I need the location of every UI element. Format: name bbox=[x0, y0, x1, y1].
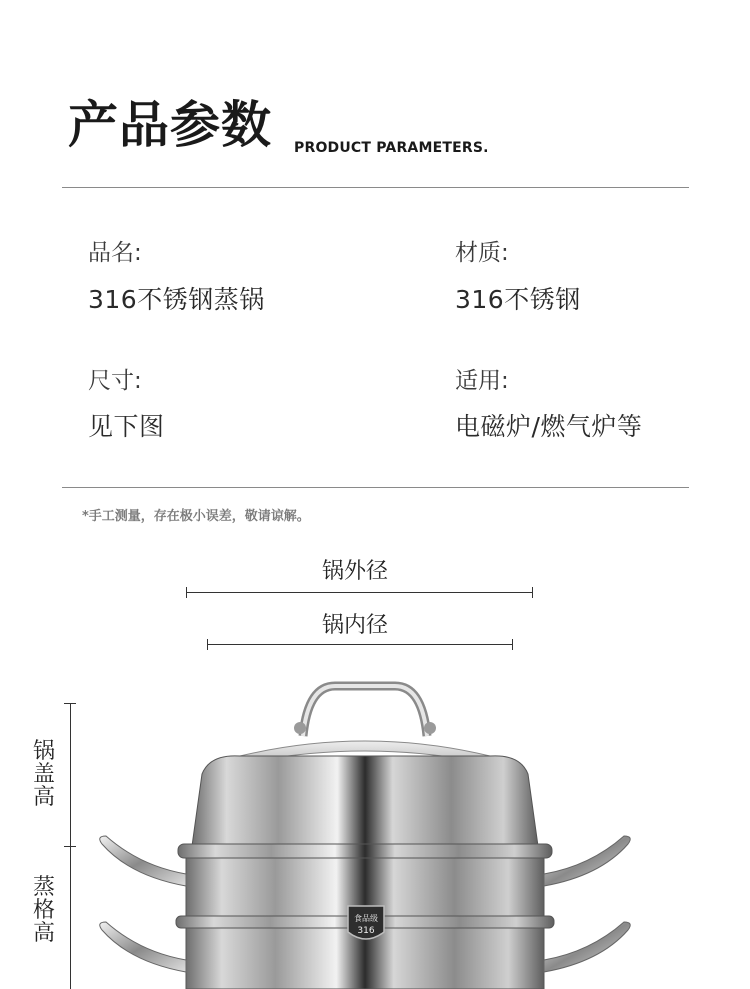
inner-diameter-tick-left bbox=[207, 639, 208, 650]
height-tick-top bbox=[64, 703, 76, 704]
outer-diameter-tick-left bbox=[186, 587, 187, 598]
badge-bottom-text: 316 bbox=[357, 926, 375, 936]
steamer-pot-image bbox=[90, 676, 640, 989]
measurement-note: *手工测量，存在极小误差，敬请谅解。 bbox=[82, 509, 310, 524]
param-name-value: 316不锈钢蒸锅 bbox=[88, 285, 265, 314]
bottom-divider bbox=[62, 487, 689, 488]
param-name-label: 品名: bbox=[88, 240, 142, 266]
top-divider bbox=[62, 187, 689, 188]
lid-height-label: 锅盖高 bbox=[32, 739, 55, 811]
badge-top-text: 食品级 bbox=[354, 914, 378, 923]
outer-diameter-label: 锅外径 bbox=[322, 559, 389, 584]
height-tick-middle bbox=[64, 846, 76, 847]
page-title: 产品参数 bbox=[68, 96, 272, 154]
param-size-label: 尺寸: bbox=[88, 368, 142, 394]
param-usage-value: 电磁炉/燃气炉等 bbox=[455, 412, 643, 441]
inner-diameter-tick-right bbox=[512, 639, 513, 650]
page-subtitle: PRODUCT PARAMETERS. bbox=[294, 140, 489, 156]
inner-diameter-line bbox=[207, 644, 513, 645]
outer-diameter-tick-right bbox=[532, 587, 533, 598]
param-material-value: 316不锈钢 bbox=[455, 285, 581, 314]
param-usage-label: 适用: bbox=[455, 368, 509, 394]
steamer-height-label: 蒸格高 bbox=[32, 875, 55, 947]
param-size-value: 见下图 bbox=[88, 412, 165, 441]
outer-diameter-line bbox=[186, 592, 533, 593]
inner-diameter-label: 锅内径 bbox=[322, 613, 389, 638]
param-material-label: 材质: bbox=[455, 240, 509, 266]
